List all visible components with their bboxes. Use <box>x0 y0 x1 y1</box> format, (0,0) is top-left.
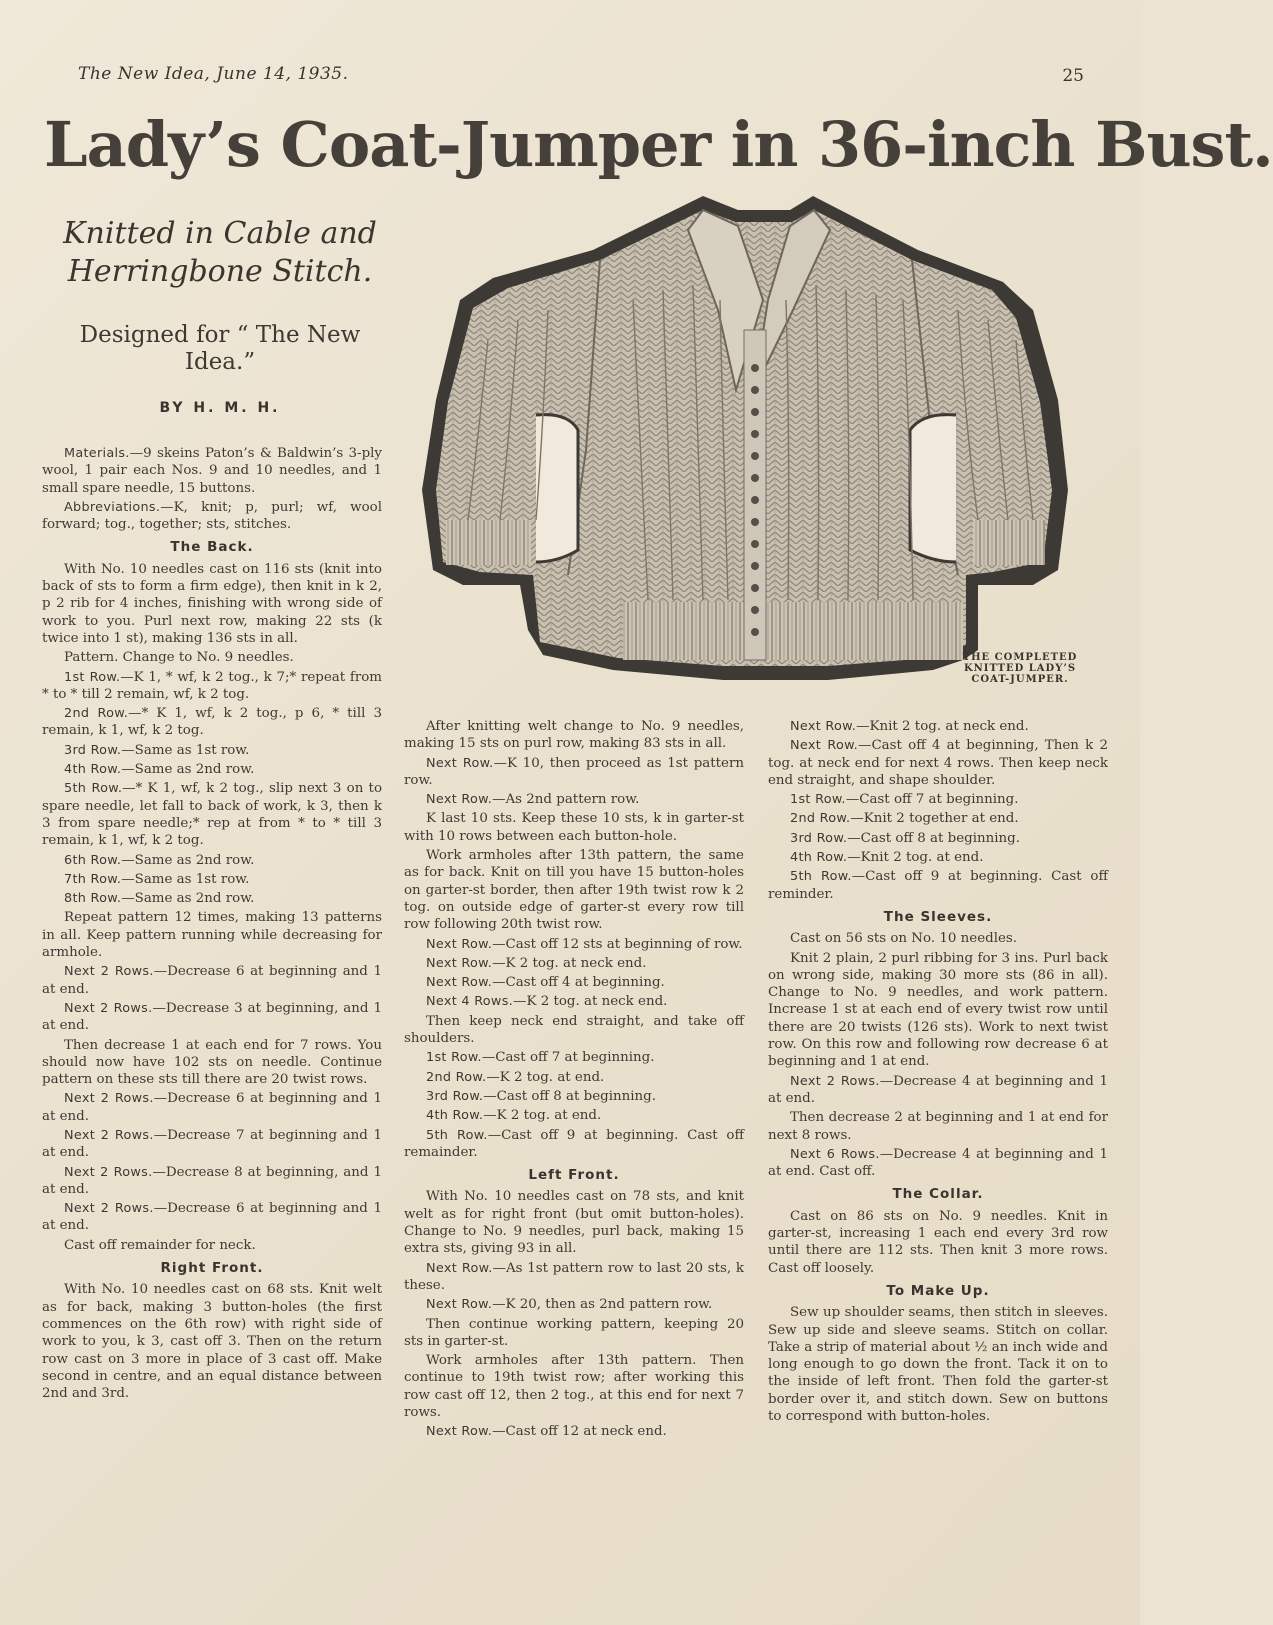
row-text: —Decrease 6 at beginning and 1 at end. <box>42 1091 382 1124</box>
row-text: —K 2 tog. at neck end. <box>492 955 647 971</box>
materials-text: —9 skeins Paton’s & Baldwin’s 3-ply wool, 1 pair each Nos. 9 and 10 needles, and 1 small spare needle, 15 buttons. <box>42 446 382 496</box>
cuff-left <box>446 520 531 565</box>
row-text: —Cast off 12 at neck end. <box>492 1424 667 1440</box>
row-text: —Knit 2 tog. at neck end. <box>856 719 1029 734</box>
row-lead: 3rd Row. <box>790 830 848 846</box>
row-text: —K 2 tog. at neck end. <box>513 994 668 1010</box>
row-instruction <box>404 1127 744 1162</box>
row-instruction <box>768 868 1108 903</box>
abbreviations-lead: Abbreviations. <box>64 499 161 515</box>
row-instruction <box>404 993 744 1010</box>
section-heading-make-up: To Make Up. <box>886 1282 990 1299</box>
row-instruction <box>404 1049 744 1066</box>
paragraph: Cast on 86 sts on No. 9 needles. Knit in garter-st, increasing 1 each end every 3rd row until there are 112 sts. Then knit 3 more rows. Cast off loosely. <box>768 1208 1108 1276</box>
pattern-lead: Pattern. <box>64 650 119 666</box>
row-text: —Same as 2nd row. <box>121 891 255 907</box>
row-lead: 6th Row. <box>64 852 122 868</box>
subtitle-line: Herringbone Stitch. <box>67 254 373 289</box>
row-instruction <box>42 1000 382 1035</box>
row-instruction <box>768 791 1108 808</box>
paragraph: Then decrease 1 at each end for 7 rows. You should now have 102 sts on needle. Continue pattern on these sts till there are 20 twist rows. <box>42 1037 382 1088</box>
row-instruction <box>404 1260 744 1295</box>
row-text: —As 1st pattern row to last 20 sts, k these. <box>404 1260 744 1293</box>
section-heading-sleeves: The Sleeves. <box>883 908 993 925</box>
row-text: —* K 1, wf, k 2 tog., slip next 3 on to spare needle, let fall to back of work, k 3, then k 3 from spare needle;* rep at from * to * till 3 remain, k 1, wf, k 2 tog. <box>42 781 383 849</box>
row-lead: 5th Row. <box>64 781 123 797</box>
row-lead: 2nd Row. <box>64 706 129 722</box>
figure-caption <box>930 652 1110 685</box>
row-instruction <box>42 705 382 740</box>
materials-paragraph <box>42 445 382 497</box>
row-lead: 7th Row. <box>64 871 122 887</box>
row-instruction <box>42 669 382 704</box>
row-instruction <box>42 780 382 849</box>
row-lead: Next Row. <box>426 792 493 808</box>
subtitle-line: Knitted in Cable and <box>63 216 377 251</box>
row-lead: Next 2 Rows. <box>790 1073 880 1089</box>
abbreviations-text: —K, knit; p, purl; wf, wool forward; tog., together; sts, stitches. <box>42 499 382 533</box>
paragraph: After knitting welt change to No. 9 needles, making 15 sts on purl row, making 83 sts in all. <box>404 719 744 752</box>
row-lead: 3rd Row. <box>64 742 122 758</box>
row-lead: Next Row. <box>426 1424 493 1440</box>
section-heading-back: The Back. <box>170 539 254 556</box>
row-instruction <box>768 1146 1108 1181</box>
row-text: —Knit 2 tog. at end. <box>847 850 984 866</box>
row-instruction <box>768 810 1108 827</box>
designed-for: Designed for “ The New Idea.” <box>79 322 361 375</box>
paragraph: Work armholes after 13th pattern, the same as for back. Knit on till you have 15 button-holes on garter-st border, then after 19th twist row k 2 tog. on outside edge of garter-st every row till row following 20th twist row. <box>404 848 744 933</box>
row-lead: 4th Row. <box>64 762 122 778</box>
paragraph: Sew up shoulder seams, then stitch in sleeves. Sew up side and sleeve seams. Stitch on collar. Take a strip of material about ½ an inch wide and long enough to go down the front. Tack it on to the inside of left front. Then fold the garter-st border over it, and stitch down. Sew on buttons to correspond with button-holes. <box>768 1305 1108 1424</box>
row-text: —Cast off 8 at beginning. <box>847 830 1020 846</box>
row-instruction <box>42 890 382 907</box>
text-column-1 <box>42 445 382 1404</box>
row-lead: Next 2 Rows. <box>64 964 154 980</box>
text-column-3 <box>768 718 1108 1427</box>
materials-lead: Materials. <box>64 446 130 461</box>
row-instruction <box>768 737 1108 789</box>
row-lead: 8th Row. <box>64 891 122 907</box>
row-lead: Next Row. <box>426 975 493 991</box>
row-text: —Decrease 7 at beginning and 1 at end. <box>42 1127 382 1161</box>
row-lead: 2nd Row. <box>426 1069 487 1085</box>
row-text: —Decrease 4 at beginning and 1 at end. <box>768 1073 1108 1106</box>
row-text: —Cast off 7 at beginning. <box>845 792 1019 808</box>
row-instruction <box>768 1073 1108 1108</box>
row-text: —Same as 1st row. <box>121 871 250 887</box>
row-text: —Cast off 9 at beginning. Cast off remainder. <box>404 1127 744 1160</box>
row-lead: 1st Row. <box>790 792 846 808</box>
article-subtitle <box>30 215 410 291</box>
row-text: —K 1, * wf, k 2 tog., k 7;* repeat from * to * till 2 remain, wf, k 2 tog. <box>42 669 382 702</box>
row-lead: 1st Row. <box>64 669 121 685</box>
text-column-2 <box>404 718 744 1443</box>
row-instruction <box>404 1107 744 1124</box>
row-instruction <box>42 871 382 888</box>
row-text: —Decrease 6 at beginning and 1 at end. <box>42 964 382 997</box>
row-instruction <box>404 1296 744 1313</box>
section-heading-right-front: Right Front. <box>160 1260 264 1277</box>
row-instruction <box>404 791 744 808</box>
row-instruction <box>42 963 382 998</box>
row-instruction <box>768 830 1108 847</box>
row-text: —Cast off 4 at beginning, Then k 2 tog. at neck end for next 4 rows. Then keep neck end straight, and shape shoulder. <box>768 738 1108 788</box>
paragraph: K last 10 sts. Keep these 10 sts, k in garter-st with 10 rows between each button-hole. <box>404 811 744 844</box>
paragraph: Cast off remainder for neck. <box>64 1237 256 1253</box>
jumper-drawing <box>418 190 1118 700</box>
article-title: Lady’s Coat-Jumper in 36-inch Bust. <box>44 108 1273 181</box>
row-lead: 4th Row. <box>426 1108 484 1124</box>
row-text: —K 20, then as 2nd pattern row. <box>492 1297 713 1313</box>
page-number: 25 <box>1062 66 1084 86</box>
running-head: The New Idea, June 14, 1935. <box>78 64 349 84</box>
row-text: —Knit 2 together at end. <box>850 811 1019 827</box>
paragraph: Repeat pattern 12 times, making 13 patterns in all. Keep pattern running while decreasing for armhole. <box>42 910 382 961</box>
row-lead: Next Row. <box>790 719 857 734</box>
row-text: —* K 1, wf, k 2 tog., p 6, * till 3 remain, k 1, wf, k 2 tog. <box>42 706 382 739</box>
row-lead: Next 2 Rows. <box>64 1000 153 1016</box>
row-lead: 3rd Row. <box>426 1088 484 1104</box>
row-lead: 2nd Row. <box>790 811 851 827</box>
row-instruction <box>768 718 1108 735</box>
row-lead: Next Row. <box>426 1297 493 1313</box>
row-text: —Decrease 4 at beginning and 1 at end. Cast off. <box>768 1146 1108 1180</box>
row-lead: 5th Row. <box>790 869 852 885</box>
abbreviations-paragraph <box>42 499 382 534</box>
paragraph: With No. 10 needles cast on 116 sts (knit into back of sts to form a firm edge), then knit in k 2, p 2 rib for 4 inches, finishing with wrong side of work to you. Purl next row, making 22 sts (k twice into 1 st), making 136 sts in all. <box>42 561 382 646</box>
cuff-right <box>973 520 1045 565</box>
row-lead: Next Row. <box>426 936 493 952</box>
row-lead: Next 2 Rows. <box>64 1091 154 1107</box>
caption-line: THE COMPLETED <box>962 652 1078 663</box>
row-instruction <box>404 974 744 991</box>
row-text: —Cast off 12 sts at beginning of row. <box>492 936 743 952</box>
row-instruction <box>42 1090 382 1125</box>
row-instruction <box>42 852 382 869</box>
row-text: —As 2nd pattern row. <box>492 792 640 808</box>
row-instruction <box>42 1164 382 1199</box>
row-instruction <box>404 936 744 953</box>
row-text: —Decrease 6 at beginning and 1 at end. <box>42 1201 382 1234</box>
row-lead: 5th Row. <box>426 1127 488 1143</box>
row-instruction <box>404 1423 744 1440</box>
row-instruction <box>768 849 1108 866</box>
row-instruction <box>404 955 744 972</box>
row-lead: 1st Row. <box>426 1050 482 1066</box>
row-lead: Next Row. <box>790 738 859 754</box>
coat-jumper-illustration <box>418 190 1118 700</box>
row-text: —K 2 tog. at end. <box>483 1108 602 1124</box>
paragraph: Knit 2 plain, 2 purl ribbing for 3 ins. Purl back on wrong side, making 30 more sts (86 in all). Change to No. 9 needles, and work pattern. Increase 1 st at each end of every twist row until there are 20 twists (126 sts). Work to next twist row. On this row and following row decrease 6 at beginning and 1 at end. <box>768 950 1108 1070</box>
row-lead: Next Row. <box>426 755 494 771</box>
row-instruction <box>42 1200 382 1235</box>
paragraph: Work armholes after 13th pattern. Then continue to 19th twist row; after working this row cast off 12, then 2 tog., at this end for next 7 rows. <box>404 1353 744 1420</box>
row-text: —Same as 2nd row. <box>121 852 255 868</box>
row-instruction <box>404 1069 744 1086</box>
row-instruction <box>42 1127 382 1162</box>
row-instruction <box>42 761 382 778</box>
row-lead: Next 6 Rows. <box>790 1146 880 1162</box>
pocket-right <box>910 415 956 562</box>
row-instruction <box>42 742 382 759</box>
pattern-paragraph <box>42 649 382 666</box>
row-lead: Next 2 Rows. <box>64 1201 154 1217</box>
caption-line: COAT-JUMPER. <box>971 674 1069 685</box>
row-lead: 4th Row. <box>790 850 848 866</box>
row-lead: Next 2 Rows. <box>64 1127 154 1143</box>
row-text: —Same as 1st row. <box>121 742 250 758</box>
row-lead: Next 4 Rows. <box>426 994 514 1010</box>
paragraph: Then continue working pattern, keeping 20 sts in garter-st. <box>404 1316 744 1349</box>
paragraph: With No. 10 needles cast on 78 sts, and knit welt as for right front (but omit button-holes). Change to No. 9 needles, purl back, making 15 extra sts, giving 93 in all. <box>404 1189 744 1257</box>
pattern-text: Change to No. 9 needles. <box>118 650 294 666</box>
paragraph: Then decrease 2 at beginning and 1 at end for next 8 rows. <box>768 1110 1108 1143</box>
paragraph: Cast on 56 sts on No. 10 needles. <box>790 931 1018 947</box>
byline: BY H. M. H. <box>159 400 281 416</box>
row-lead: Next 2 Rows. <box>64 1164 153 1180</box>
paragraph: Then keep neck end straight, and take off shoulders. <box>404 1013 744 1047</box>
section-heading-left-front: Left Front. <box>528 1167 620 1184</box>
section-heading-collar: The Collar. <box>892 1186 984 1203</box>
row-text: —Decrease 8 at beginning, and 1 at end. <box>42 1164 382 1197</box>
row-text: —Cast off 7 at beginning. <box>481 1050 655 1066</box>
row-instruction <box>404 1088 744 1105</box>
row-text: —K 2 tog. at end. <box>486 1069 605 1085</box>
row-text: —Cast off 8 at beginning. <box>483 1088 656 1104</box>
row-lead: Next Row. <box>426 955 493 971</box>
row-instruction <box>404 755 744 790</box>
ribbed-welt <box>623 602 963 660</box>
row-lead: Next Row. <box>426 1260 493 1276</box>
row-text: —K 10, then proceed as 1st pattern row. <box>404 755 744 788</box>
caption-line: KNITTED LADY’S <box>963 663 1077 674</box>
row-text: —Cast off 9 at beginning. Cast off reminder. <box>768 869 1108 902</box>
row-text: —Same as 2nd row. <box>121 762 255 778</box>
paragraph: With No. 10 needles cast on 68 sts. Knit welt as for back, making 3 button-holes (the first commences on the 6th row) with right side of work to you, k 3, cast off 3. Then on the return row cast on 3 more in place of 3 cast off. Make second in centre, and an equal distance between 2nd and 3rd. <box>42 1282 382 1402</box>
row-text: —Cast off 4 at beginning. <box>492 975 665 991</box>
row-text: —Decrease 3 at beginning, and 1 at end. <box>42 1000 382 1034</box>
